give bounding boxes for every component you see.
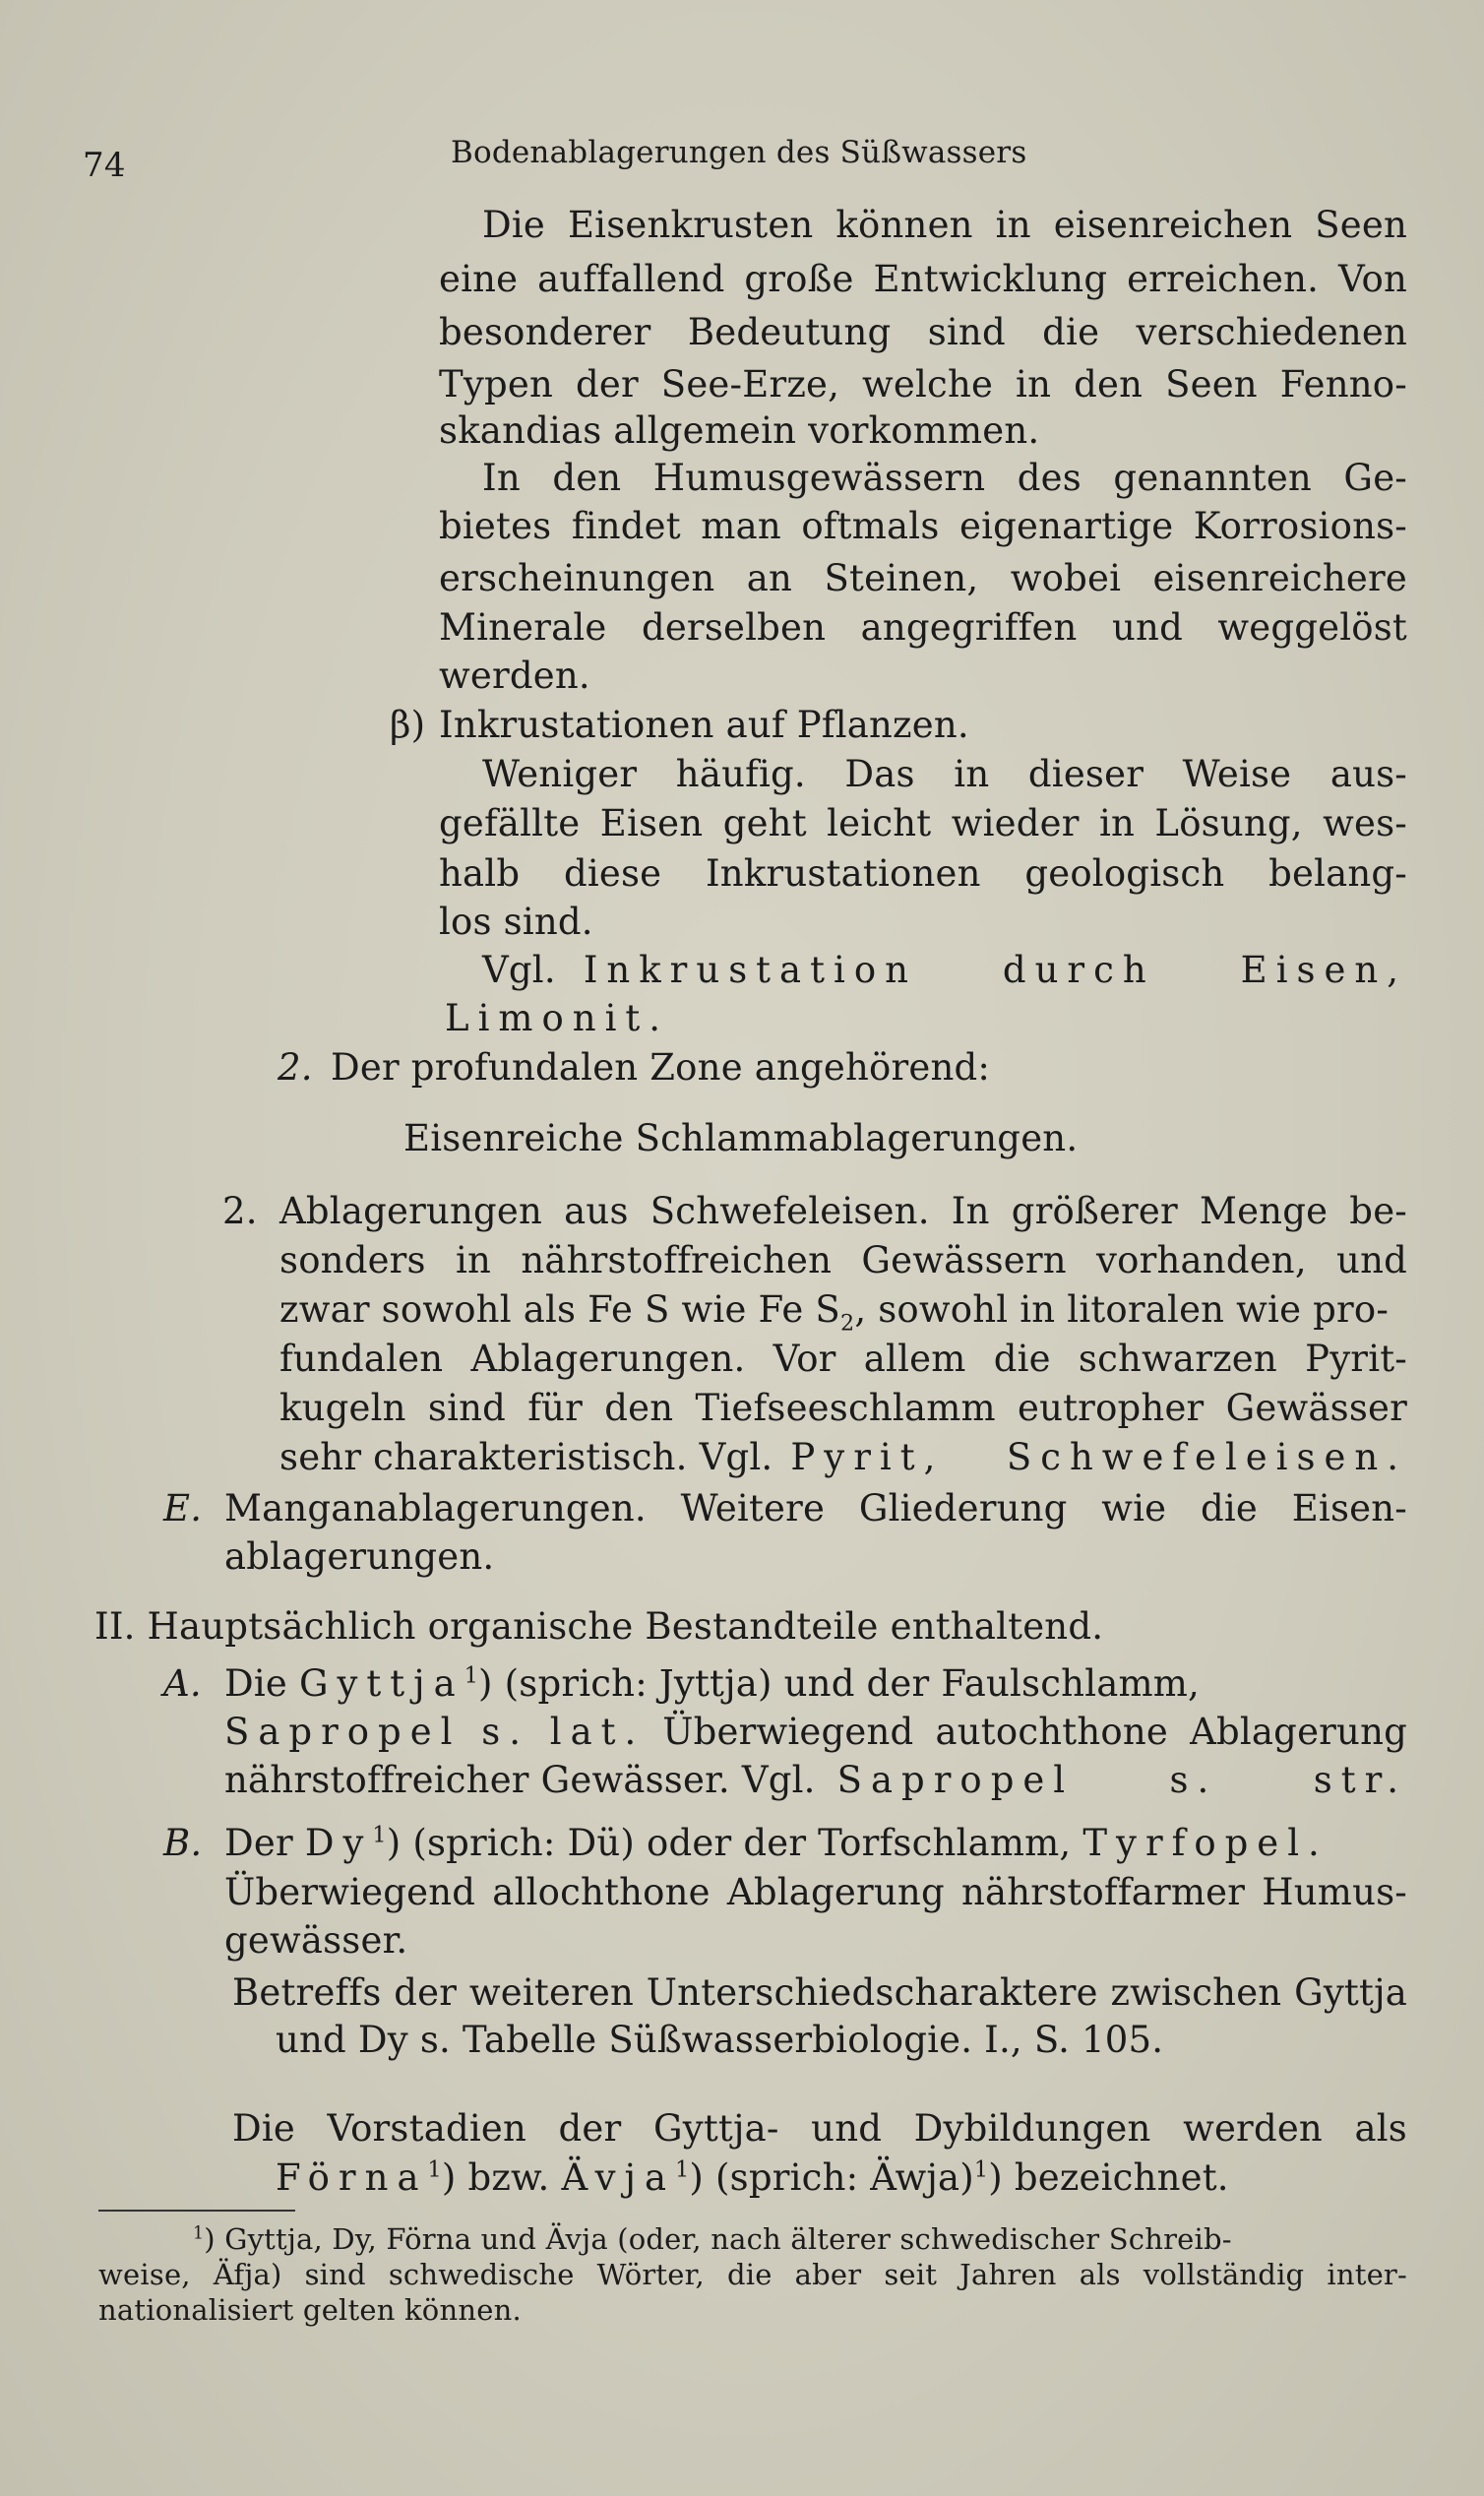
spaced-term: Sapropel s. lat. [224,1711,646,1753]
text-line [482,946,1407,995]
text-line: Manganablagerungen. Weitere Gliederung wie die Eisen- [224,1487,1407,1529]
text-line: In den Humusgewässern des genannten Ge- [482,457,1407,499]
text-line: Betreffs der weiteren Unterschiedscharaktere zwischen Gyttja [232,1971,1407,2014]
text-line: Überwiegend allochthone Ablagerung nährstoffarmer Humus- [224,1871,1407,1913]
text-line [279,1433,1407,1482]
text-line: ablagerungen. [224,1535,495,1578]
text-line: Inkrustationen auf Pflanzen. [439,704,969,746]
text: ) bzw. [441,2156,550,2199]
text: ) (sprich: Jyttja) und der Faulschlamm, [478,1662,1201,1705]
footnote-line: nationalisiert gelten können. [98,2293,522,2327]
text-line: eine auffallend große Entwicklung erreichen. Von [439,258,1407,300]
spaced-term: Inkrustation durch Eisen, [583,949,1407,991]
text-line: halb diese Inkrustationen geologisch belang- [439,852,1407,895]
footnote-ref: 1 [427,2156,442,2183]
text-line: besonderer Bedeutung sind die verschiedenen [439,311,1407,353]
text-line: fundalen Ablagerungen. Vor allem die schwarzen Pyrit- [279,1338,1407,1380]
text-line [276,2153,1229,2203]
spaced-term: Pyrit, Schwefeleisen. [790,1436,1407,1478]
spaced-term: Ävja [561,2156,676,2199]
list-marker: β) [390,704,426,746]
text-line: Weniger häufig. Das in dieser Weise aus- [482,753,1407,795]
text-line [224,1819,1329,1868]
text: ) Gyttja, Dy, Förna und Ävja (oder, nach älterer schwedischer Schreib- [204,2222,1232,2256]
footnote-line [193,2221,1232,2257]
text: Der [224,1822,293,1864]
footnote-ref: 1 [464,1662,479,1689]
text-line: gefällte Eisen geht leicht wieder in Lösung, wes- [439,802,1407,844]
text: ) bezeichnet. [988,2156,1229,2199]
text: sehr charakteristisch. Vgl. [279,1436,773,1478]
page-number: 74 [83,146,126,185]
text-line: bietes findet man oftmals eigenartige Korrosions- [439,505,1407,547]
spaced-term: Limonit. [445,997,670,1039]
footnote-ref: 1 [372,1822,387,1848]
text-line: kugeln sind für den Tiefseeschlamm eutropher Gewässer [279,1387,1407,1429]
text-line: Minerale derselben angegriffen und weggelöst [439,606,1407,649]
text-line: erscheinungen an Steinen, wobei eisenreichere [439,557,1407,599]
footnote-ref: 1 [675,2156,690,2183]
footnote-line: weise, Äfja) sind schwedische Wörter, die aber seit Jahren als vollständig inter- [98,2258,1407,2291]
text-line: skandias allgemein vorkommen. [439,409,1040,452]
list-number: 2. [278,1046,313,1089]
list-number: B. [163,1822,203,1864]
text-line: gewässer. [224,1919,408,1962]
text-line: sonders in nährstoffreichen Gewässern vorhanden, und [279,1239,1407,1281]
text: Vgl. [482,949,556,991]
spaced-term: Gyttja [298,1662,464,1705]
running-title: Bodenablagerungen des Süßwassers [451,135,1027,170]
spaced-term: Förna [276,2156,428,2199]
section-heading: II. Hauptsächlich organische Bestandteile enthaltend. [94,1605,1104,1648]
text: zwar sowohl als Fe S wie Fe S [279,1288,840,1331]
text-line [224,1756,1407,1805]
text: nährstoffreicher Gewässer. Vgl. [224,1759,816,1801]
subscript: 2 [839,1310,855,1337]
text-line [279,1285,1389,1335]
footnote-mark: 1 [193,2223,205,2244]
text-line: Die Vorstadien der Gyttja- und Dybildungen werden als [232,2107,1407,2150]
spaced-term: Sapropel s. str. [836,1759,1407,1801]
text-line [224,1708,1407,1757]
subheading: Eisenreiche Schlammablagerungen. [403,1117,1079,1159]
footnote-rule [98,2210,295,2212]
subheading: Der profundalen Zone angehörend: [331,1046,991,1089]
list-number: 2. [222,1190,258,1232]
text-line: los sind. [439,901,593,943]
spaced-term: Tyrfopel. [1082,1822,1329,1864]
text-line: Typen der See-Erze, welche in den Seen Fenno- [439,363,1407,406]
text: Die [224,1662,287,1705]
text: ) (sprich: Dü) oder der Torfschlamm, [386,1822,1072,1864]
list-number: E. [163,1487,203,1529]
text-line: Die Eisenkrusten können in eisenreichen Seen [482,204,1407,246]
text: Überwiegend autochthone Ablagerung [662,1711,1407,1753]
spaced-term: Dy [304,1822,373,1864]
text-line: Ablagerungen aus Schwefeleisen. In größerer Menge be- [279,1190,1407,1232]
text: , sowohl in litoralen wie pro- [854,1288,1390,1331]
footnote-ref: 1 [973,2156,989,2183]
text: ) (sprich: Äwja) [689,2156,974,2199]
list-number: A. [163,1662,202,1705]
text-line: und Dy s. Tabelle Süßwasserbiologie. I., S. 105. [276,2019,1164,2061]
text-line [224,1659,1200,1709]
text-line: werden. [439,655,590,697]
